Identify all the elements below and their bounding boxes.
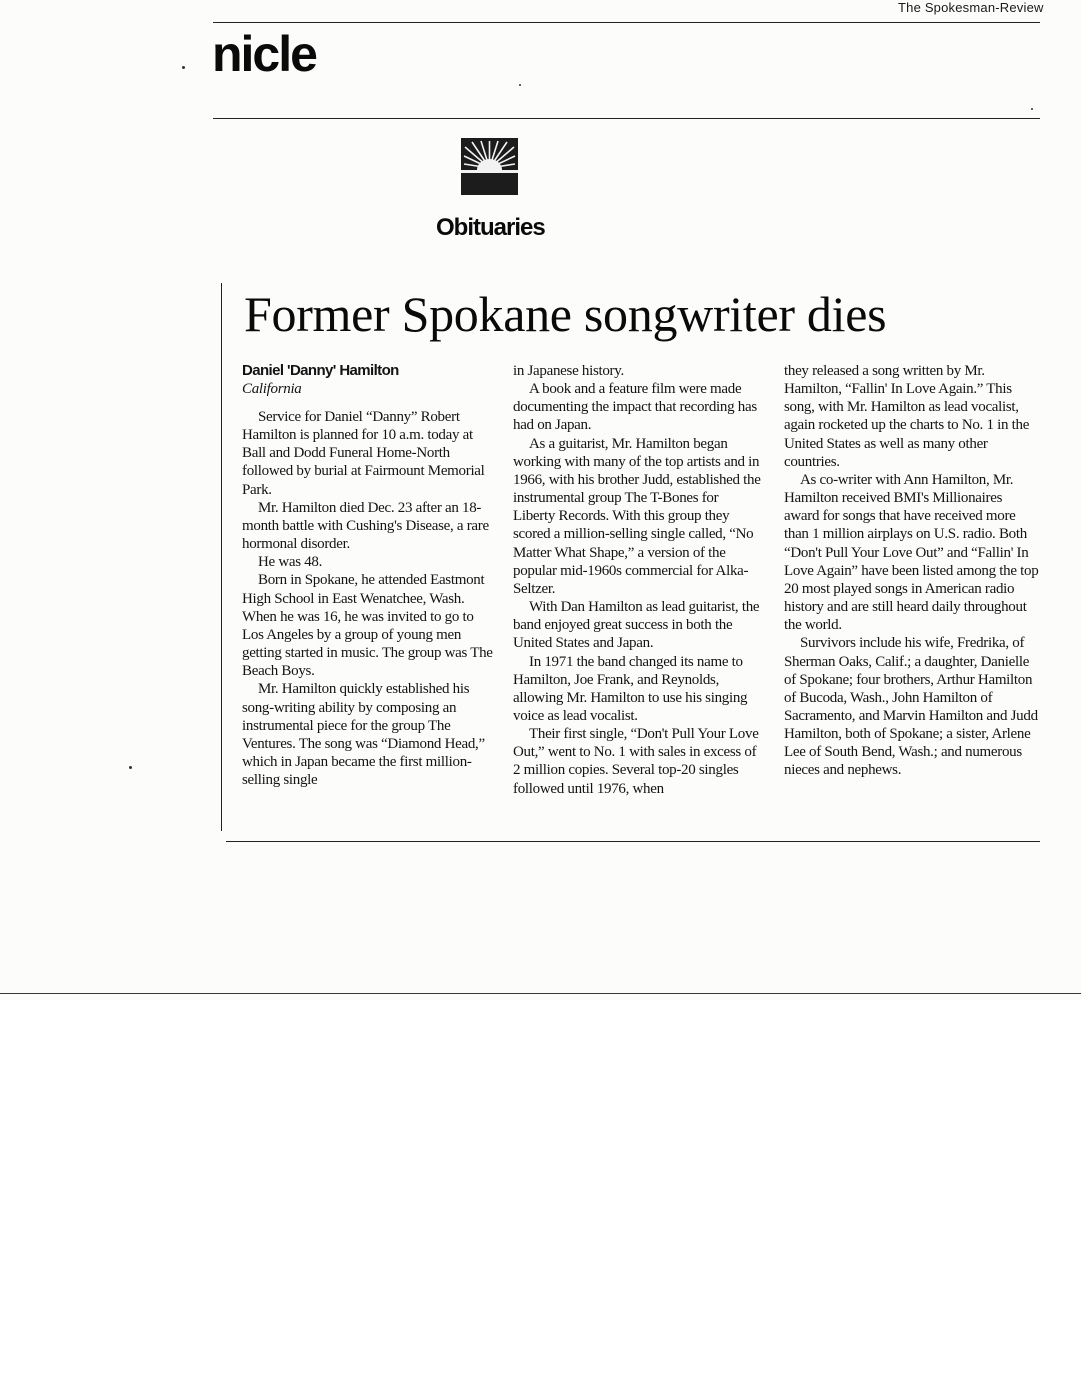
article-column-2 bbox=[513, 362, 763, 798]
paragraph: As a guitarist, Mr. Hamilton began working with many of the top artists and in 1966, with his brother Judd, established the instrumental group The T-Bones for Liberty Records. With this group they scored a million-selling single called, “No Matter What Shape,” a version of the popular mid-1960s commercial for Alka-Seltzer. bbox=[513, 435, 761, 597]
paragraph: With Dan Hamilton as lead guitarist, the band enjoyed great success in both the United States and Japan. bbox=[513, 599, 760, 652]
scan-speck bbox=[182, 66, 185, 69]
section-title: Obituaries bbox=[436, 214, 545, 241]
paragraph: As co-writer with Ann Hamilton, Mr. Hamilton received BMI's Millionaires award for songs that have received more than 1 million airplays on U.S. radio. Both “Don't Pull Your Love Out” and “Fallin' In Love Again” have been listed among the top 20 most played songs in American radio history and are still heard daily throughout the world. bbox=[784, 471, 1039, 634]
scan-sheet-edge bbox=[0, 993, 1081, 994]
byline-location: California bbox=[242, 381, 302, 397]
bottom-rule bbox=[226, 841, 1040, 842]
header-rule bbox=[213, 118, 1040, 119]
top-rule bbox=[213, 22, 1040, 23]
publication-name: The Spokesman-Review bbox=[898, 0, 1044, 15]
byline-name: Daniel 'Danny' Hamilton bbox=[242, 362, 399, 379]
paragraph: Survivors include his wife, Fredrika, of Sherman Oaks, Calif.; a daughter, Danielle of Spokane; four brothers, Arthur Hamilton of Bucoda, Wash., John Hamilton of Sacramento, and Marvin Hamilton and Judd Hamilton, both of Spokane; a sister, Arlene Lee of South Bend, Wash.; and numerous nieces and nephews. bbox=[784, 635, 1038, 779]
paragraph: they released a song written by Mr. Hamilton, “Fallin' In Love Again.” This song, with Mr. Hamilton as lead vocalist, again rocketed up the charts to No. 1 in the United States as well as many other countries. bbox=[784, 363, 1030, 470]
scan-speck bbox=[519, 84, 521, 86]
article-column-1 bbox=[242, 362, 496, 789]
paragraph: Their first single, “Don't Pull Your Love Out,” went to No. 1 with sales in excess of 2 million copies. Several top-20 singles followed until 1976, when bbox=[513, 726, 759, 797]
paragraph: Mr. Hamilton died Dec. 23 after an 18-month battle with Cushing's Disease, a rare hormonal disorder. bbox=[242, 499, 489, 553]
scan-speck bbox=[1031, 108, 1033, 110]
paragraph: Born in Spokane, he attended Eastmont High School in East Wenatchee, Wash. When he was 16, he was invited to go to Los Angeles by a group of young men getting started in music. The group was The Beach Boys. bbox=[242, 572, 493, 680]
article-column-3 bbox=[784, 362, 1039, 780]
sunrise-icon bbox=[461, 138, 518, 195]
paragraph: A book and a feature film were made documenting the impact that recording has had on Japan. bbox=[513, 381, 757, 434]
paragraph: He was 48. bbox=[258, 554, 323, 571]
scan-speck bbox=[129, 766, 132, 769]
paragraph: in Japanese history. bbox=[513, 363, 624, 379]
headline: Former Spokane songwriter dies bbox=[244, 286, 887, 342]
paragraph: In 1971 the band changed its name to Hamilton, Joe Frank, and Reynolds, allowing Mr. Hamilton to use his singing voice as lead vocalist. bbox=[513, 653, 748, 724]
paragraph: Mr. Hamilton quickly established his song-writing ability by composing an instrumental piece for the group The Ventures. The song was “Diamond Head,” which in Japan became the first million-selling single bbox=[242, 681, 485, 789]
paragraph: Service for Daniel “Danny” Robert Hamilton is planned for 10 a.m. today at Ball and Dodd Funeral Home-North followed by burial at Fairmount Memorial Park. bbox=[242, 409, 485, 498]
section-flag-fragment: nicle bbox=[212, 26, 316, 82]
column-rule bbox=[221, 283, 222, 831]
